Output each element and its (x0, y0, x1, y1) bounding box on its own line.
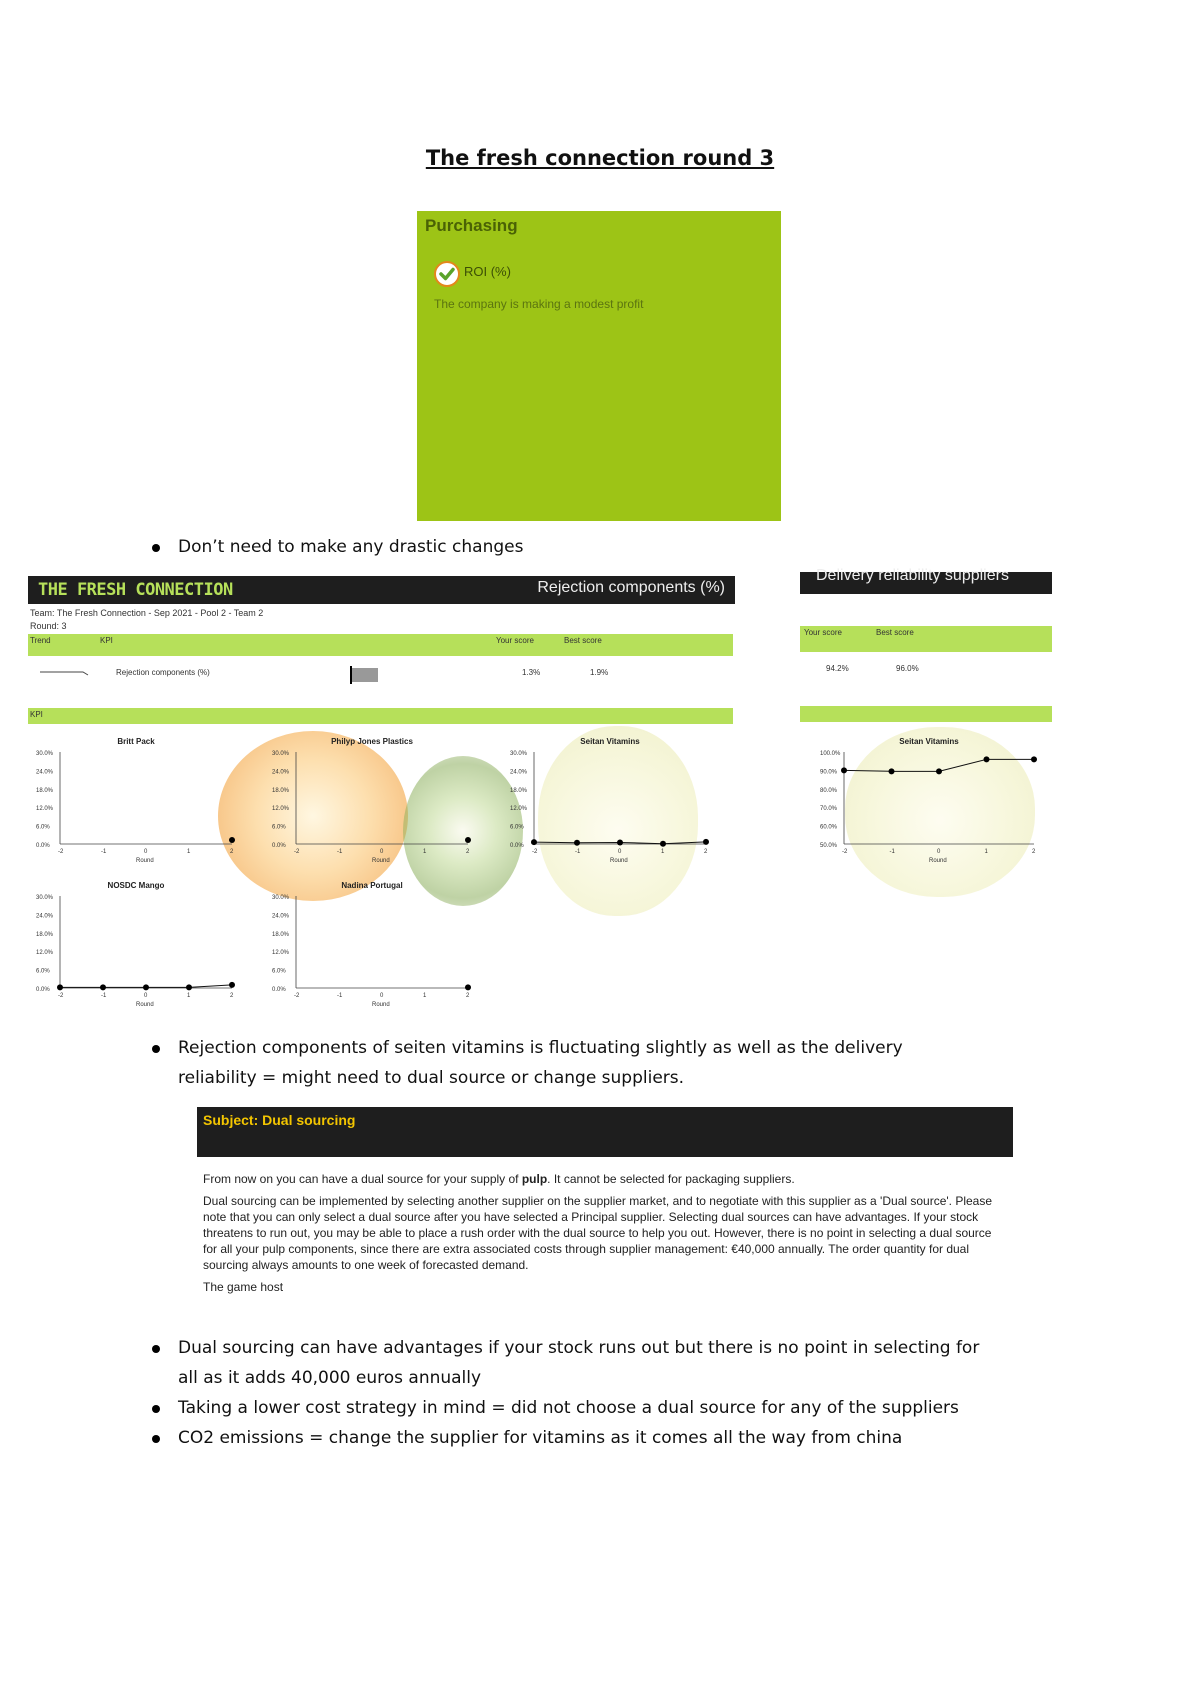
data-point (465, 837, 471, 843)
x-tick-label: 2 (466, 849, 470, 855)
message-text-bold: pulp (521, 1172, 548, 1186)
chart-title: Seitan Vitamins (899, 737, 959, 746)
dashboard-title: Rejection components (%) (537, 579, 725, 596)
x-axis-label: Round (136, 858, 154, 864)
y-tick-label: 60.0% (820, 824, 838, 831)
x-tick-label: -1 (337, 849, 343, 855)
y-tick-label: 6.0% (272, 824, 286, 831)
x-tick-label: 0 (380, 993, 384, 999)
bullet-item (178, 1423, 1058, 1453)
bullet-text: all as it adds 40,000 euros annually (178, 1368, 482, 1388)
col-your-score: Your score (496, 636, 534, 645)
message-paragraph: Dual sourcing can be implemented by selecting another supplier on the supplier market, and to negotiate with this supplier as a 'Dual source'. Please note that you can only select a dual source after you have selected a Principal supplier. Selecting dual sources can have advantages. If your stock threatens to run out, you may be able to place a rush order with the dual source to help you out. However, there is no point in selecting a dual source for all your pulp components, since there are extra associated costs through supplier management: €40,000 annually. The order quantity for dual sourcing always amounts to one week of forecasted demand. (203, 1194, 993, 1272)
bullet-text: Dual sourcing can have advantages if your stock runs out but there is no point in selecting for (178, 1338, 980, 1358)
delivery-col-your: Your score (804, 628, 842, 637)
x-tick-label: 2 (230, 849, 234, 855)
delivery-chart (800, 572, 1080, 868)
data-point (1031, 756, 1037, 762)
y-tick-label: 30.0% (510, 751, 528, 757)
purchasing-status-text: The company is making a modest profit (434, 297, 644, 311)
x-tick-label: -2 (294, 993, 300, 999)
chart-title: Nadina Portugal (341, 881, 403, 890)
y-tick-label: 24.0% (36, 913, 54, 920)
data-point (574, 840, 580, 846)
x-tick-label: -2 (294, 849, 300, 855)
y-tick-label: 24.0% (272, 913, 290, 920)
x-tick-label: 2 (466, 993, 470, 999)
delivery-best-value: 96.0% (896, 664, 919, 673)
purchasing-title: Purchasing (425, 216, 518, 235)
y-tick-label: 30.0% (36, 751, 54, 757)
x-tick-label: -1 (337, 993, 343, 999)
x-tick-label: -1 (575, 849, 581, 855)
data-point (229, 837, 235, 843)
x-tick-label: 2 (230, 993, 234, 999)
rejection-dashboard (28, 576, 735, 1008)
y-tick-label: 0.0% (510, 843, 524, 849)
col-kpi: KPI (100, 636, 113, 645)
bullet-item (178, 1393, 1058, 1423)
x-tick-label: -1 (889, 849, 895, 855)
x-tick-label: 2 (704, 849, 708, 855)
message-header (197, 1107, 1013, 1157)
y-tick-label: 90.0% (820, 769, 838, 776)
y-tick-label: 6.0% (510, 824, 524, 831)
x-tick-label: 1 (423, 993, 427, 999)
y-tick-label: 18.0% (272, 931, 290, 938)
y-tick-label: 12.0% (272, 806, 290, 813)
y-tick-label: 12.0% (36, 806, 54, 813)
data-point (186, 984, 192, 990)
bullet-dot-icon (152, 1435, 160, 1443)
data-point (936, 768, 942, 774)
bullet-item (178, 1333, 1058, 1393)
x-tick-label: 0 (618, 849, 622, 855)
y-tick-label: 12.0% (510, 806, 528, 813)
chart-title: Britt Pack (117, 737, 155, 746)
data-point (841, 767, 847, 773)
x-tick-label: 1 (423, 849, 427, 855)
bullet-text: Rejection components of seiten vitamins is fluctuating slightly as well as the delivery (178, 1038, 903, 1058)
y-tick-label: 24.0% (272, 769, 290, 776)
best-score-value: 1.9% (590, 668, 609, 677)
y-tick-label: 6.0% (36, 968, 50, 975)
y-tick-label: 6.0% (272, 968, 286, 975)
y-tick-label: 24.0% (510, 769, 528, 776)
data-point (100, 984, 106, 990)
x-axis-label: Round (610, 858, 628, 864)
y-tick-label: 6.0% (36, 824, 50, 831)
data-point (57, 984, 63, 990)
data-point (984, 756, 990, 762)
page-title: The fresh connection round 3 (425, 146, 775, 170)
x-tick-label: 0 (380, 849, 384, 855)
bullet-text: Don’t need to make any drastic changes (178, 537, 524, 557)
x-axis-label: Round (372, 858, 390, 864)
x-tick-label: -2 (58, 993, 64, 999)
message-subject: Subject: Dual sourcing (203, 1112, 356, 1128)
message-text: From now on you can have a dual source for your supply of (203, 1172, 522, 1186)
x-tick-label: 0 (144, 849, 148, 855)
round-label: Round: 3 (30, 621, 67, 631)
y-tick-label: 0.0% (36, 987, 50, 993)
dual-sourcing-message (197, 1107, 1013, 1307)
y-tick-label: 50.0% (820, 843, 838, 849)
x-tick-label: 1 (984, 849, 988, 855)
data-point (229, 982, 235, 988)
fresh-connection-logo: THE FRESH CONNECTION (38, 580, 233, 600)
x-tick-label: 2 (1032, 849, 1036, 855)
team-label: Team: The Fresh Connection - Sep 2021 - Pool 2 - Team 2 (30, 608, 264, 618)
data-point (660, 841, 666, 847)
x-tick-label: -2 (532, 849, 538, 855)
x-tick-label: -2 (842, 849, 848, 855)
data-point (889, 768, 895, 774)
y-tick-label: 80.0% (820, 787, 838, 794)
x-tick-label: 1 (187, 993, 191, 999)
x-tick-label: 1 (661, 849, 665, 855)
bullet-text: Taking a lower cost strategy in mind = did not choose a dual source for any of the suppliers (178, 1398, 959, 1418)
y-tick-label: 30.0% (36, 895, 54, 901)
your-score-value: 1.3% (522, 668, 541, 677)
kpi-section-label: KPI (30, 710, 43, 719)
y-tick-label: 12.0% (36, 950, 54, 957)
y-tick-label: 18.0% (510, 787, 528, 794)
chart-title: NOSDC Mango (107, 881, 165, 890)
delivery-your-value: 94.2% (826, 664, 849, 673)
delivery-col-best: Best score (876, 628, 914, 637)
message-body (203, 1171, 1003, 1301)
data-point (531, 839, 537, 845)
kpi-name: Rejection components (%) (116, 668, 210, 677)
bullet-dot-icon (152, 1045, 160, 1053)
x-tick-label: -1 (101, 993, 107, 999)
y-tick-label: 18.0% (272, 787, 290, 794)
purchasing-panel (417, 211, 781, 521)
data-point (617, 839, 623, 845)
bullet-dot-icon (152, 544, 160, 552)
bullet-dot-icon (152, 1405, 160, 1413)
checkmark-icon (434, 261, 460, 287)
y-tick-label: 0.0% (36, 843, 50, 849)
col-best-score: Best score (564, 636, 602, 645)
x-tick-label: 0 (937, 849, 941, 855)
data-point (703, 839, 709, 845)
bullet-item (178, 532, 1058, 562)
delivery-dashboard (800, 567, 1080, 868)
bullet-dot-icon (152, 1345, 160, 1353)
x-tick-label: 0 (144, 993, 148, 999)
x-tick-label: -2 (58, 849, 64, 855)
supplier-charts (28, 576, 735, 1008)
y-tick-label: 30.0% (272, 895, 290, 901)
y-tick-label: 70.0% (820, 806, 838, 813)
chart-title: Seitan Vitamins (580, 737, 640, 746)
message-text: . It cannot be selected for packaging suppliers. (547, 1172, 795, 1186)
roi-kpi-label: ROI (%) (464, 264, 511, 279)
bullet-text: reliability = might need to dual source or change suppliers. (178, 1068, 685, 1088)
y-tick-label: 12.0% (272, 950, 290, 957)
y-tick-label: 100.0% (820, 751, 841, 757)
bullet-item (178, 1033, 1058, 1093)
y-tick-label: 0.0% (272, 843, 286, 849)
bullet-text: CO2 emissions = change the supplier for vitamins as it comes all the way from china (178, 1428, 903, 1448)
x-tick-label: 1 (187, 849, 191, 855)
y-tick-label: 30.0% (272, 751, 290, 757)
y-tick-label: 0.0% (272, 987, 286, 993)
x-axis-label: Round (372, 1002, 390, 1008)
y-tick-label: 18.0% (36, 787, 54, 794)
x-tick-label: -1 (101, 849, 107, 855)
message-signature: The game host (203, 1280, 284, 1294)
y-tick-label: 18.0% (36, 931, 54, 938)
y-tick-label: 24.0% (36, 769, 54, 776)
x-axis-label: Round (136, 1002, 154, 1008)
x-axis-label: Round (929, 858, 947, 864)
chart-title: Philyp Jones Plastics (331, 737, 413, 746)
col-trend: Trend (30, 636, 51, 645)
data-point (143, 984, 149, 990)
data-point (465, 984, 471, 990)
delivery-title: Delivery reliability suppliers (816, 567, 1009, 584)
